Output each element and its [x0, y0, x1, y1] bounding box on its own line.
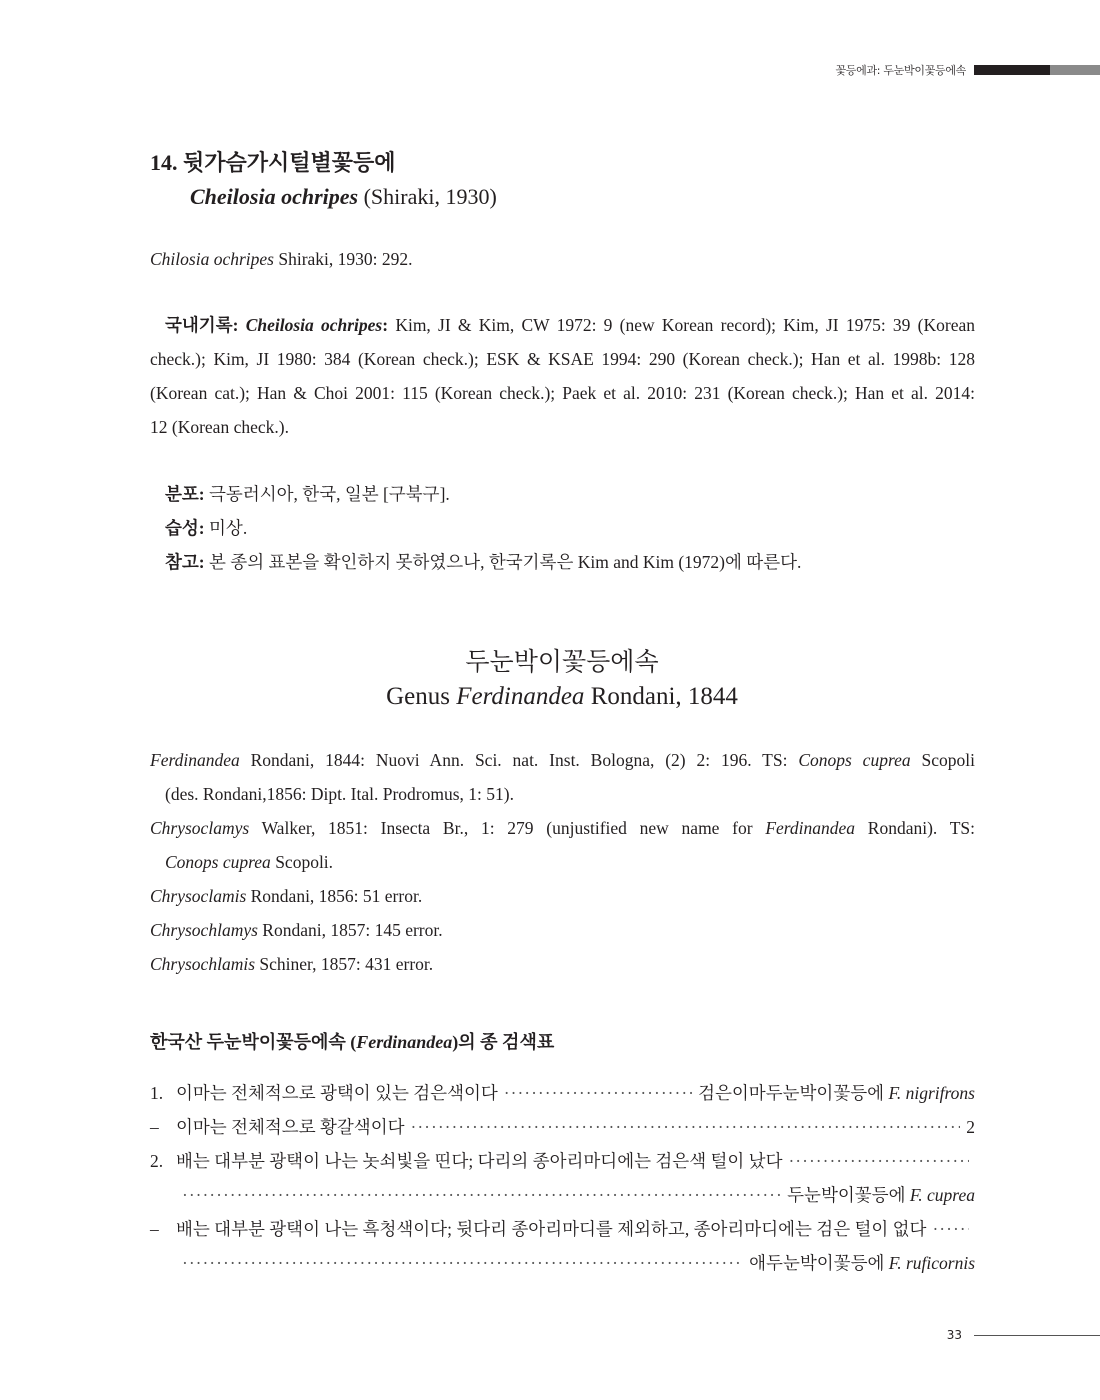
record-line — [150, 376, 975, 410]
dot-leader — [932, 1212, 969, 1246]
page-number: 33 — [946, 1328, 962, 1342]
text-segment: (des. Rondani,1856: Dipt. Ital. Prodromus, 1: 51). — [165, 784, 515, 804]
dot-leader — [182, 1246, 743, 1280]
couplet-result — [966, 1110, 975, 1144]
text-segment: 두눈박이꽃등에 — [787, 1185, 910, 1205]
text-segment: Ferdinandea — [456, 683, 585, 710]
synonym-entry-line — [150, 913, 975, 947]
genus-korean-name: 두눈박이꽃등에속 — [465, 647, 659, 676]
species-notes — [150, 477, 975, 579]
text-segment: Conops cuprea — [165, 852, 271, 872]
text-segment: 12 (Korean check.). — [150, 417, 289, 437]
couplet-number: – — [150, 1219, 159, 1239]
text-segment: check.); Kim, JI 1980: 384 (Korean check.); ESK & KSAE 1994: 290 (Korean check.); Han et al. 1998b: 128 — [150, 349, 975, 369]
dot-leader — [411, 1110, 961, 1144]
text-segment: 2 — [966, 1117, 975, 1137]
record-line — [150, 342, 975, 376]
text-segment: 검은이마두눈박이꽃등에 — [698, 1083, 889, 1103]
text-segment: Ferdinandea — [765, 818, 856, 838]
text-segment: Walker, 1851: Insecta Br., 1: 279 (unjustified new name for — [249, 818, 766, 838]
dot-leader — [504, 1076, 692, 1110]
text-segment: Ferdinandea — [356, 1032, 453, 1052]
text-segment: Rondani, 1856: 51 error. — [246, 886, 423, 906]
text-segment: )의 종 검색표 — [452, 1032, 555, 1052]
korean-records — [150, 308, 975, 444]
running-header — [835, 63, 1100, 77]
text-segment: Ferdinandea — [150, 750, 240, 770]
key-section — [150, 1025, 975, 1280]
synonym-entry-line — [150, 743, 975, 777]
genus-heading — [12, 643, 1100, 713]
running-title: 꽃등에과: 두눈박이꽃등에속 — [835, 64, 966, 77]
text-segment: Rondani, 1857: 145 error. — [257, 920, 443, 940]
text-segment: F. nigrifrons — [888, 1083, 975, 1103]
species-authority: (Shiraki, 1930) — [363, 184, 497, 209]
genus-synonymy — [150, 743, 975, 981]
text-segment: 참고: — [165, 552, 205, 572]
couplet-text: 배는 대부분 광택이 나는 흑청색이다; 뒷다리 종아리마디를 제외하고, 종아리마디에는 검은 털이 없다 — [176, 1219, 927, 1239]
synonym-line — [150, 242, 975, 276]
couplet-text: 이마는 전체적으로 광택이 있는 검은색이다 — [176, 1083, 498, 1103]
couplet-text: 배는 대부분 광택이 나는 놋쇠빛을 띤다; 다리의 종아리마디에는 검은색 털이 났다 — [176, 1151, 783, 1171]
species-number-title: 14. 뒷가슴가시털별꽃등에 — [150, 150, 396, 175]
key-couplet — [150, 1076, 975, 1110]
text-segment: (Korean cat.); Han & Choi 2001: 115 (Korean check.); Paek et al. 2010: 231 (Korean check.); Han et al. 2014: — [150, 383, 975, 403]
text-segment: Scopoli. — [270, 852, 334, 872]
text-segment: 애두눈박이꽃등에 — [749, 1253, 889, 1273]
key-couplet — [150, 1144, 975, 1178]
text-segment: 극동러시아, 한국, 일본 [구북구]. — [204, 484, 450, 504]
synonym-entry-line — [150, 811, 975, 845]
text-segment: Conops cuprea — [798, 750, 911, 770]
text-segment: F. cuprea — [909, 1185, 975, 1205]
couplet-number: – — [150, 1117, 159, 1137]
text-segment: Schiner, 1857: 431 error. — [255, 954, 434, 974]
text-segment: Rondani, 1844: Nuovi Ann. Sci. nat. Inst. Bologna, (2) 2: 196. TS: — [239, 750, 799, 770]
dot-leader — [788, 1144, 969, 1178]
text-segment: 본 종의 표본을 확인하지 못하였으나, 한국기록은 Kim and Kim (1972)에 따른다. — [204, 552, 802, 572]
text-segment: Cheilosia ochripes — [245, 315, 383, 335]
text-segment: 미상. — [204, 518, 248, 538]
text-segment: 국내기록: — [165, 315, 246, 335]
footer-rule — [974, 1335, 1100, 1336]
key-couplets — [150, 1076, 975, 1280]
text-segment: Scopoli — [910, 750, 975, 770]
genus-latin-name — [12, 681, 1100, 713]
couplet-result — [749, 1246, 975, 1280]
text-segment: Genus — [386, 683, 457, 710]
header-bar-dark — [974, 65, 1050, 75]
key-couplet-continuation — [150, 1178, 975, 1212]
dot-leader — [182, 1178, 781, 1212]
text-segment: Kim, JI & Kim, CW 1972: 9 (new Korean record); Kim, JI 1975: 39 (Korean — [388, 315, 975, 335]
text-segment: Chrysoclamis — [150, 886, 247, 906]
species-binomial: Cheilosia ochripes — [190, 184, 359, 209]
record-line — [150, 308, 975, 342]
page-footer — [947, 1328, 1100, 1342]
key-title — [150, 1025, 975, 1059]
text-segment: Chilosia ochripes — [150, 249, 274, 269]
text-segment: Chrysoclamys — [150, 818, 250, 838]
note-line — [150, 545, 975, 579]
text-segment: Chrysochlamys — [150, 920, 258, 940]
couplet-number: 1. — [150, 1083, 164, 1103]
synonym-entry-line — [150, 947, 975, 981]
text-segment: 분포: — [165, 484, 205, 504]
couplet-result — [787, 1178, 975, 1212]
text-segment: F. ruficornis — [888, 1253, 975, 1273]
species-heading — [150, 146, 975, 214]
text-segment: 습성: — [165, 518, 205, 538]
couplet-result — [698, 1076, 975, 1110]
synonym-entry-line — [150, 777, 975, 811]
note-line — [150, 511, 975, 545]
species-synonym — [150, 242, 975, 276]
key-couplet — [150, 1110, 975, 1144]
synonym-entry-line — [150, 845, 975, 879]
header-bar-grey — [1050, 65, 1100, 75]
synonym-entry-line — [150, 879, 975, 913]
species-scientific-name — [150, 180, 975, 214]
text-segment: Rondani). TS: — [855, 818, 975, 838]
couplet-number: 2. — [150, 1151, 164, 1171]
record-line — [150, 410, 975, 444]
text-segment: Shiraki, 1930: 292. — [273, 249, 413, 269]
text-segment: Rondani, 1844 — [584, 683, 738, 710]
text-segment: Chrysochlamis — [150, 954, 255, 974]
key-couplet — [150, 1212, 975, 1246]
note-line — [150, 477, 975, 511]
couplet-text: 이마는 전체적으로 황갈색이다 — [176, 1117, 405, 1137]
text-segment: : — [382, 315, 389, 335]
key-couplet-continuation — [150, 1246, 975, 1280]
text-segment: 한국산 두눈박이꽃등에속 ( — [150, 1032, 357, 1052]
